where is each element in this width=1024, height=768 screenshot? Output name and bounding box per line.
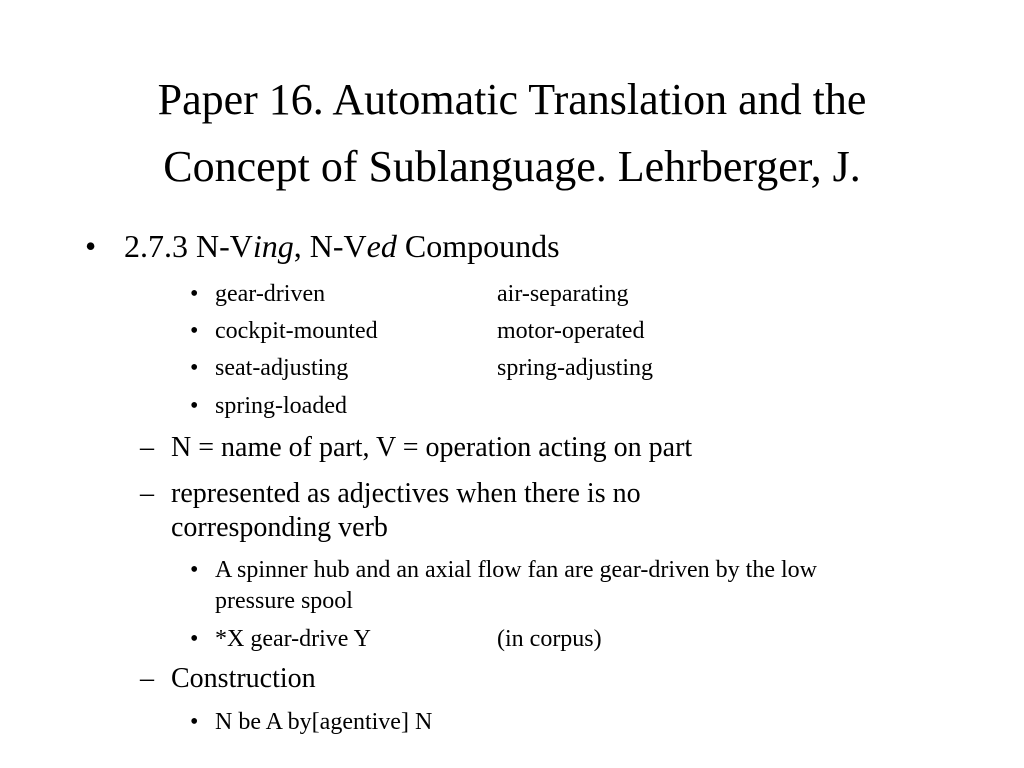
example-text-line-2: pressure spool — [215, 588, 353, 614]
dash-point-text: N = name of part, V = operation acting on part — [171, 432, 693, 463]
bullet-marker: • — [190, 393, 199, 419]
compound-left: seat-adjusting — [215, 355, 349, 381]
title-line-1: Paper 16. Automatic Translation and the — [157, 75, 867, 124]
heading-ing-suffix: ing — [252, 228, 294, 264]
dash-point-text: Construction — [171, 663, 316, 694]
bullet-marker: • — [190, 318, 199, 344]
compound-left: cockpit-mounted — [215, 318, 378, 344]
heading-suffix: Compounds — [396, 228, 560, 264]
bullet-marker: • — [190, 281, 199, 307]
heading-ed-suffix: ed — [366, 228, 397, 264]
construction-text: N be A by[agentive] N — [215, 709, 433, 735]
example-text-line-1: A spinner hub and an axial flow fan are gear-driven by the low — [215, 557, 817, 583]
dash-point-text-line-2: corresponding verb — [171, 512, 388, 543]
example-right: (in corpus) — [497, 626, 602, 652]
dash-point-text-line-1: represented as adjectives when there is no — [171, 478, 641, 509]
bullet-marker: • — [85, 228, 97, 264]
bullet-marker: • — [190, 709, 199, 735]
bullet-marker: • — [190, 626, 199, 652]
bullet-marker: • — [190, 355, 199, 381]
section-heading-text — [124, 228, 560, 264]
example-left: *X gear-drive Y — [215, 626, 371, 652]
compound-left: gear-driven — [215, 281, 326, 307]
bullet-marker: • — [190, 557, 199, 583]
dash-marker: – — [140, 432, 154, 463]
dash-marker: – — [140, 478, 154, 509]
title-line-2: Concept of Sublanguage. Lehrberger, J. — [163, 142, 861, 191]
compound-left: spring-loaded — [215, 393, 347, 419]
compound-right: motor-operated — [497, 318, 645, 344]
heading-prefix: 2.7.3 N-V — [124, 228, 253, 264]
heading-middle: , N-V — [293, 228, 367, 264]
slide-title — [0, 66, 1024, 200]
compound-right: air-separating — [497, 281, 629, 307]
dash-marker: – — [140, 663, 154, 694]
compound-right: spring-adjusting — [497, 355, 653, 381]
